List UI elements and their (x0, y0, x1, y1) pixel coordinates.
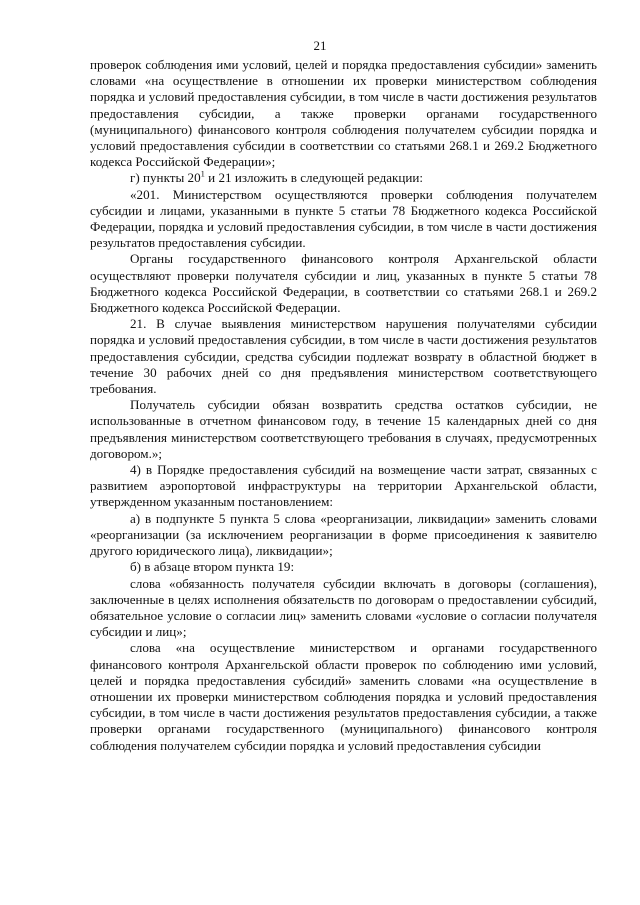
paragraph-1: проверок соблюдения ими условий, целей и порядка предоставления субсидии» заменить словами «на осуществление в отношении их проверки министерством соблюдения порядка и условий предоставления субсидии, в том числе в части достижения результатов предоставления субсидии, а также проверки органами государственного (муниципального) финансового контроля соблюдения получателем субсидии порядка и условий предоставления субсидии в соответствии со статьями 268.1 и 269.2 Бюджетного кодекса Российской Федерации»; (90, 57, 597, 170)
paragraph-10: слова «обязанность получателя субсидии включать в договоры (соглашения), заключенные в целях исполнения обязательств по договорам о предоставлении субсидий, обязательное условие о согласии лиц» заменить словами «условие о согласии получателя субсидии и лиц»; (90, 575, 597, 640)
paragraph-2-superscript: 1 (200, 169, 205, 180)
document-body (90, 57, 597, 754)
paragraph-8: а) в подпункте 5 пункта 5 слова «реорганизации, ликвидации» заменить словами «реорганизации (за исключением реорганизации в форме присоединения к заявителю другого юридического лица), ликвидации»; (90, 510, 597, 559)
paragraph-6: Получатель субсидии обязан возвратить средства остатков субсидии, не использованные в отчетном финансовом году, в течение 15 календарных дней со дня предъявления министерством соответствующего требования в случаях, предусмотренных договором.»; (90, 397, 597, 461)
paragraph-7: 4) в Порядке предоставления субсидий на возмещение части затрат, связанных с развитием аэропортовой инфраструктуры на территории Архангельской области, утвержденном указанным постановлением: (90, 462, 597, 510)
paragraph-5: 21. В случае выявления министерством нарушения получателями субсидии порядка и условий предоставления субсидии, в том числе в части достижения результатов предоставления субсидии, средства субсидии подлежат возврату в областной бюджет в течение 30 рабочих дней со дня предъявления министерством соответствующего требования. (90, 316, 597, 397)
page-number: 21 (313, 38, 327, 53)
paragraph-9: б) в абзаце втором пункта 19: (130, 559, 295, 575)
paragraph-3: «201. Министерством осуществляются проверки соблюдения получателем субсидии и лицами, указанными в пункте 5 статьи 78 Бюджетного кодекса Российской Федерации, порядка и условий предоставления субсидии, в том числе в части достижения результатов предоставления субсидии. (90, 186, 597, 251)
paragraph-2 (90, 170, 597, 186)
paragraph-4: Органы государственного финансового контроля Архангельской области осуществляют проверки получателя субсидии и лиц, указанных в пункте 5 статьи 78 Бюджетного кодекса Российской Федерации, в соответствии со статьями 268.1 и 269.2 Бюджетного кодекса Российской Федерации. (90, 251, 597, 316)
paragraph-11: слова «на осуществление министерством и органами государственного финансового контроля Архангельской области проверок по соблюдению ими условий, целей и порядка предоставления субсидий» заменить словами «на осуществление в отношении их проверки министерством соблюдения порядка и условий предоставления субсидии, в том числе в части достижения результатов предоставления субсидии, а также проверки органами государственного (муниципального) финансового контроля соблюдения получателем субсидии порядка и условий предоставления субсидии (90, 640, 597, 753)
paragraph-2-text-a: г) пункты 20 (130, 170, 201, 186)
paragraph-2-text-b: и 21 изложить в следующей редакции: (204, 170, 424, 186)
